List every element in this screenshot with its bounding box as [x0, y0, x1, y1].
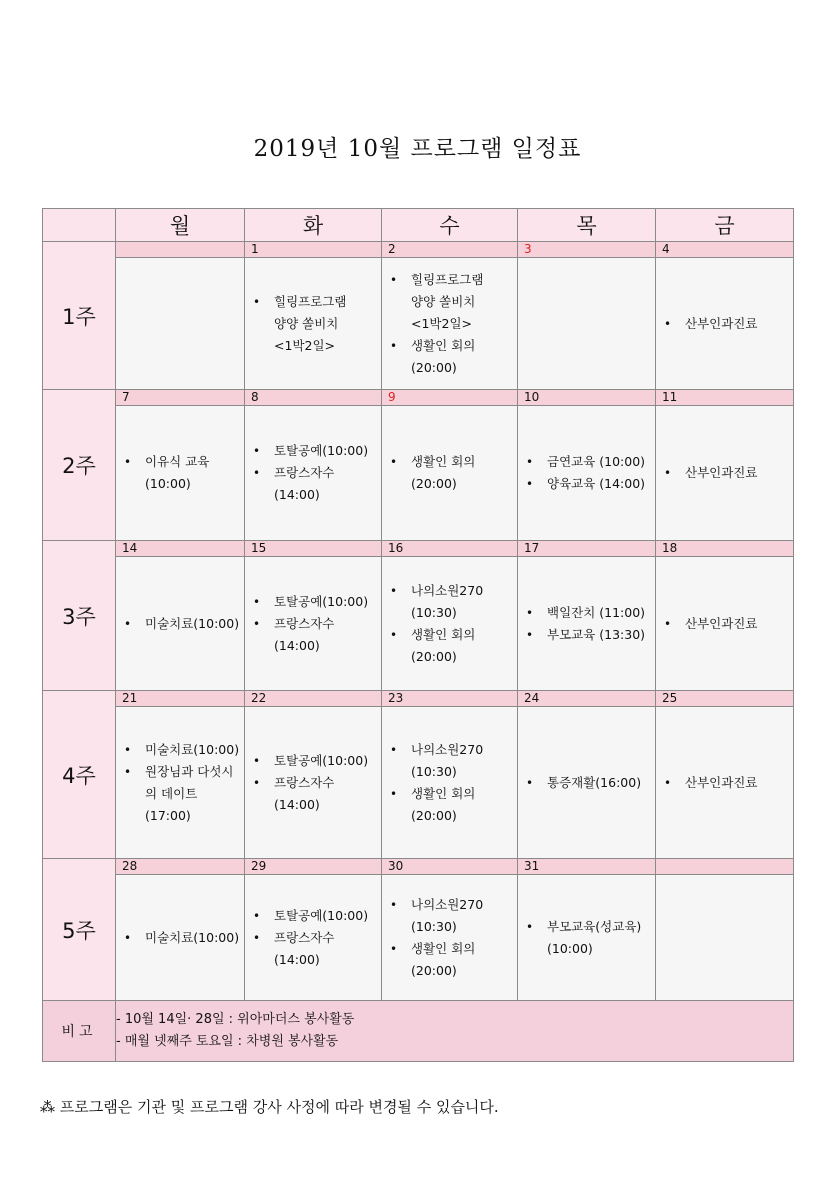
event-text: • 프랑스자수(14:00) — [274, 465, 335, 502]
event-list — [664, 462, 790, 484]
event-list — [526, 916, 652, 960]
event-item — [390, 269, 514, 335]
event-text: • 생활인 회의 — [411, 626, 476, 642]
date-row — [43, 541, 794, 557]
event-item — [390, 783, 514, 827]
event-text: • 프랑스자수(14:00) — [274, 929, 335, 967]
event-item — [664, 462, 790, 484]
day-cell — [656, 258, 794, 390]
note-line: - 매월 넷째주 토요일 : 차병원 봉사활동 — [116, 1034, 339, 1049]
day-cell — [382, 406, 518, 541]
date-number: 18 — [656, 541, 794, 557]
event-text: • 토탈공예(10:00) — [274, 593, 369, 609]
date-row — [43, 691, 794, 707]
event-item — [390, 451, 514, 495]
page-title: 2019년 10월 프로그램 일정표 — [253, 136, 582, 162]
event-text: (10:30) — [411, 604, 457, 620]
schedule-table — [42, 208, 794, 1062]
date-number: 7 — [116, 390, 245, 406]
event-text: (20:00) — [411, 648, 457, 664]
event-text: 의 데이트(17:00) — [145, 785, 198, 823]
event-list — [124, 451, 241, 495]
date-number: 31 — [518, 859, 656, 875]
day-cell — [656, 406, 794, 541]
event-text: • 나의소원270 — [411, 741, 484, 757]
date-number — [116, 242, 245, 258]
event-text: • 미술치료(10:00) — [145, 929, 240, 945]
event-text: • 프랑스자수(14:00) — [274, 774, 335, 812]
event-text: (10:30) — [411, 918, 457, 934]
event-item — [253, 927, 378, 971]
event-item — [253, 440, 378, 462]
event-text: • 토탈공예(10:00) — [274, 443, 369, 458]
date-number: 28 — [116, 859, 245, 875]
event-item — [526, 602, 652, 624]
event-text: • 미술치료(10:00) — [145, 741, 240, 757]
event-item — [390, 894, 514, 938]
day-cell — [518, 258, 656, 390]
date-number: 16 — [382, 541, 518, 557]
date-number: 14 — [116, 541, 245, 557]
date-number: 23 — [382, 691, 518, 707]
event-item — [124, 613, 241, 635]
event-item — [253, 291, 378, 357]
day-cell — [116, 875, 245, 1001]
event-text: (20:00) — [411, 476, 457, 491]
event-text: • 토탈공예(10:00) — [274, 907, 369, 923]
event-list — [253, 440, 378, 506]
event-text: • 미술치료(10:00) — [145, 615, 240, 631]
event-text: • 산부인과진료 — [685, 615, 758, 631]
event-text: • 생활인 회의 — [411, 454, 476, 469]
week-label: 1주 — [43, 242, 116, 390]
schedule-row — [43, 258, 794, 390]
event-text: (20:00) — [411, 807, 457, 823]
event-list — [526, 602, 652, 646]
event-text: (20:00) — [411, 962, 457, 978]
event-item — [253, 462, 378, 506]
event-item — [526, 451, 652, 473]
note-label: 비고 — [43, 1001, 116, 1062]
date-number: 25 — [656, 691, 794, 707]
event-list — [390, 739, 514, 827]
footnote: ⁂ 프로그램은 기관 및 프로그램 강사 사정에 따라 변경될 수 있습니다. — [40, 1098, 499, 1116]
event-item — [390, 335, 514, 379]
event-item — [253, 905, 378, 927]
day-cell — [656, 557, 794, 691]
event-text: • 나의소원270 — [411, 582, 484, 598]
date-number: 29 — [245, 859, 382, 875]
schedule-row — [43, 707, 794, 859]
date-number: 9 — [382, 390, 518, 406]
week-label: 4주 — [43, 691, 116, 859]
event-text: • 통증재활(16:00) — [547, 774, 642, 790]
event-text: • 토탈공예(10:00) — [274, 752, 369, 768]
day-cell — [245, 875, 382, 1001]
day-cell — [245, 406, 382, 541]
event-text: • 부모교육(성교육) — [547, 918, 642, 934]
day-cell — [518, 707, 656, 859]
event-text: (10:00) — [145, 476, 191, 491]
event-list — [253, 905, 378, 971]
event-item — [390, 739, 514, 783]
event-item — [253, 750, 378, 772]
event-text: (20:00) — [411, 359, 457, 375]
event-text: • 산부인과진료 — [685, 315, 758, 331]
event-item — [526, 916, 652, 960]
weekday-header: 금 — [656, 209, 794, 242]
day-cell — [116, 258, 245, 390]
event-item — [664, 313, 790, 335]
date-row — [43, 390, 794, 406]
day-cell — [116, 557, 245, 691]
event-list — [390, 451, 514, 495]
schedule-row — [43, 557, 794, 691]
event-item — [390, 624, 514, 668]
date-number: 30 — [382, 859, 518, 875]
event-item — [390, 938, 514, 982]
event-item — [124, 761, 241, 827]
day-cell — [656, 875, 794, 1001]
event-text: • 힐링프로그램 — [411, 271, 484, 287]
day-cell — [518, 406, 656, 541]
date-number: 4 — [656, 242, 794, 258]
event-list — [526, 772, 652, 794]
event-item — [253, 591, 378, 613]
date-number — [656, 859, 794, 875]
day-cell — [518, 557, 656, 691]
week-label: 3주 — [43, 541, 116, 691]
event-text: 양양 쏠비치 — [274, 315, 339, 331]
event-item — [124, 927, 241, 949]
event-list — [390, 269, 514, 379]
event-text: • 양육교육 (14:00) — [547, 476, 646, 491]
weekday-header: 수 — [382, 209, 518, 242]
day-cell — [656, 707, 794, 859]
event-text: (10:30) — [411, 763, 457, 779]
schedule-row — [43, 406, 794, 541]
event-text: • 부모교육 (13:30) — [547, 626, 646, 642]
event-list — [253, 291, 378, 357]
day-cell — [116, 406, 245, 541]
header-corner — [43, 209, 116, 242]
event-text: <1박2일> — [411, 315, 473, 331]
event-text: <1박2일> — [274, 337, 336, 353]
date-number: 22 — [245, 691, 382, 707]
event-text: • 나의소원270 — [411, 896, 484, 912]
event-text: • 생활인 회의 — [411, 337, 476, 353]
event-text: (10:00) — [547, 940, 593, 956]
event-list — [124, 613, 241, 635]
event-list — [664, 613, 790, 635]
event-list — [390, 894, 514, 982]
event-item — [526, 473, 652, 495]
event-item — [664, 613, 790, 635]
event-text: • 힐링프로그램 — [274, 293, 347, 309]
note-body — [116, 1001, 794, 1062]
weekday-header: 화 — [245, 209, 382, 242]
event-list — [124, 739, 241, 827]
day-cell — [382, 875, 518, 1001]
event-item — [664, 772, 790, 794]
day-cell — [518, 875, 656, 1001]
event-list — [253, 750, 378, 816]
event-item — [253, 613, 378, 657]
event-text: • 프랑스자수(14:00) — [274, 615, 335, 653]
event-list — [664, 313, 790, 335]
week-label: 5주 — [43, 859, 116, 1001]
day-cell — [382, 557, 518, 691]
day-cell — [382, 707, 518, 859]
event-item — [124, 451, 241, 495]
day-cell — [245, 258, 382, 390]
event-list — [390, 580, 514, 668]
event-item — [526, 624, 652, 646]
event-text: • 산부인과진료 — [685, 774, 758, 790]
event-text: • 백일잔치 (11:00) — [547, 604, 646, 620]
event-text: • 산부인과진료 — [685, 465, 758, 480]
week-label: 2주 — [43, 390, 116, 541]
date-number: 10 — [518, 390, 656, 406]
event-list — [124, 927, 241, 949]
event-text: • 이유식 교육 — [145, 454, 210, 469]
date-number: 1 — [245, 242, 382, 258]
weekday-header: 목 — [518, 209, 656, 242]
day-cell — [245, 557, 382, 691]
event-text: • 생활인 회의 — [411, 940, 476, 956]
day-cell — [116, 707, 245, 859]
weekday-header: 월 — [116, 209, 245, 242]
day-cell — [245, 707, 382, 859]
event-item — [526, 772, 652, 794]
event-list — [664, 772, 790, 794]
note-line: - 10월 14일· 28일 : 위아마더스 봉사활동 — [116, 1012, 355, 1027]
event-text: 양양 쏠비치 — [411, 293, 476, 309]
event-item — [390, 580, 514, 624]
date-number: 11 — [656, 390, 794, 406]
date-number: 2 — [382, 242, 518, 258]
event-text: • 금연교육 (10:00) — [547, 454, 646, 469]
schedule-row — [43, 875, 794, 1001]
event-item — [124, 739, 241, 761]
day-cell — [382, 258, 518, 390]
event-list — [526, 451, 652, 495]
note-row — [43, 1001, 794, 1062]
date-row — [43, 242, 794, 258]
weekday-header-row — [43, 209, 794, 242]
date-number: 8 — [245, 390, 382, 406]
date-number: 3 — [518, 242, 656, 258]
event-text: • 원장님과 다섯시 — [145, 763, 234, 779]
date-row — [43, 859, 794, 875]
date-number: 21 — [116, 691, 245, 707]
date-number: 24 — [518, 691, 656, 707]
event-text: • 생활인 회의 — [411, 785, 476, 801]
date-number: 15 — [245, 541, 382, 557]
event-item — [253, 772, 378, 816]
date-number: 17 — [518, 541, 656, 557]
event-list — [253, 591, 378, 657]
